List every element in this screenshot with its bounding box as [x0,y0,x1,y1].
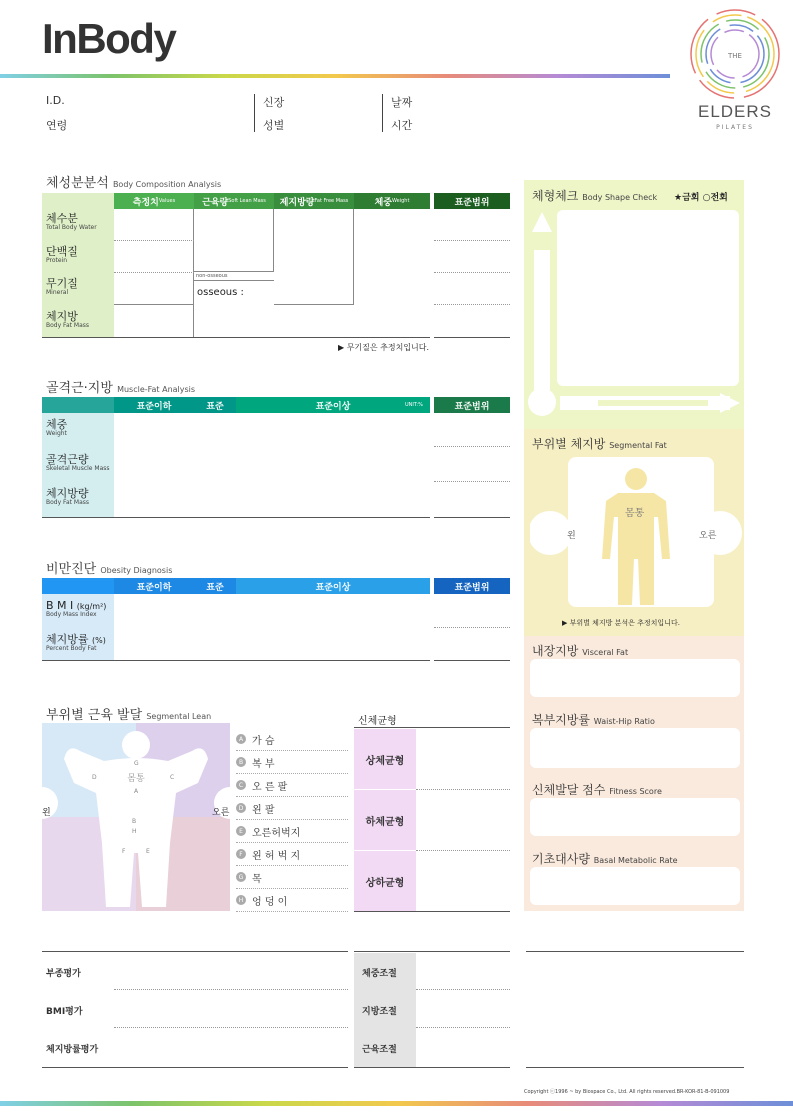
ffm-cell [274,209,354,305]
mfa-below: 표준이하 [114,397,194,413]
seg-item-f: F 왼 허 벅 지 [236,843,348,866]
obe-range: 표준범위 [434,578,510,594]
segfat-right: 오른 [699,531,717,541]
dotline [434,446,510,447]
svg-text:C: C [170,774,175,781]
eval-mc: 근육조절 [362,1045,397,1055]
segfat-note: ▶ 부위별 체지방 분석은 추정치입니다. [562,619,680,627]
line [526,951,744,952]
dotline [416,789,510,790]
obe-below: 표준이하 [114,578,194,594]
mfa-title: 골격근·지방 Muscle-Fat Analysis [46,381,196,396]
col-weight: 체중 Weight [354,193,430,209]
line [526,1067,744,1068]
copyright: Copyright ⓒ1996 ~ by Biospace Co., Ltd. All rights reserved.BR-KOR-81-B-091009 [524,1089,730,1095]
age-label: 연령 [46,119,68,132]
rainbow-bar [0,74,670,78]
whr-box [530,728,740,768]
seg-title: 부위별 근육 발달 Segmental Lean [46,708,212,723]
visceral-box [530,659,740,697]
seg-item-g: G 목 [236,866,348,889]
values-cell [114,209,194,337]
row-protein: 단백질 Protein [46,245,78,265]
shape-legend: ★금회 ○전회 [674,193,728,203]
segfat-trunk: 몸통 [625,508,645,519]
balance-lower: 하체균형 [354,790,416,850]
id-label: I.D. [46,94,65,107]
elders-sub: PILATES [716,124,754,131]
seg-left: 왼 [42,808,51,818]
line [42,660,430,661]
line [114,304,194,305]
mfa-std: 표준 [194,397,236,413]
dotline [434,627,510,628]
seg-item-d: D 왼 팔 [236,797,348,820]
svg-text:H: H [132,828,137,835]
mfa-range: 표준범위 [434,397,510,413]
row-smm: 골격근량 Skeletal Muscle Mass [46,453,110,473]
line [434,660,510,661]
dotline [114,1027,348,1028]
svg-text:F: F [122,848,126,855]
row-bfm2: 체지방량 Body Fat Mass [46,487,89,507]
line [42,517,430,518]
balance-title: 신체균형 [358,716,397,727]
bca-note: ▶ 무기질은 추정치입니다. [338,343,430,352]
dotline [114,240,194,241]
col-range: 표준범위 [434,193,510,209]
fitness-box [530,798,740,836]
balance-upper: 상체균형 [354,729,416,789]
dotline [434,304,510,305]
line [354,1067,510,1068]
eval-bmi: BMI평가 [46,1007,83,1017]
obe-title: 비만진단 Obesity Diagnosis [46,562,173,577]
dotline [416,989,510,990]
row-pbf: 체지방률 (%) Percent Body Fat [46,633,106,653]
svg-text:A: A [134,788,139,795]
time-label: 시간 [391,119,413,132]
line [434,337,510,338]
slm-cell [194,209,274,272]
seg-right: 오른 [212,808,230,818]
segmental-lean-figure [42,723,230,911]
seg-trunk: 몸통 [127,774,145,784]
visceral-title: 내장지방 Visceral Fat [532,644,629,658]
height-label: 신장 [263,96,285,109]
elders-logo-rings [680,6,790,101]
balance-ul: 상하균형 [354,851,416,911]
dotline [434,481,510,482]
bca-title: 체성분분석 Body Composition Analysis [46,176,222,191]
svg-text:G: G [134,760,139,767]
svg-text:E: E [146,848,150,855]
line [42,337,430,338]
seg-item-c: C 오 른 팔 [236,774,348,797]
dotline [416,1027,510,1028]
fitness-title: 신체발달 점수 Fitness Score [532,783,662,797]
col-values: 측정치 Values [114,193,194,209]
elders-name: ELDERS [697,102,773,121]
inbody-logo: InBody [42,15,176,62]
dotline [114,272,194,273]
non-osseous-label: non-osseous [196,273,228,279]
line [42,951,348,952]
eval-wc: 체중조절 [362,969,397,979]
row-mineral: 무기질 Mineral [46,277,78,297]
svg-text:D: D [92,774,97,781]
seg-item-a: A 가 슴 [236,728,348,751]
shape-title: 체형체크 Body Shape Check [532,189,658,203]
row-bmi: B M I (kg/m²) Body Mass Index [46,599,107,619]
line [354,727,510,728]
seg-item-h: H 엉 덩 이 [236,889,348,912]
obe-std: 표준 [194,578,236,594]
col-ffm: 제지방량 Fat Free Mass [274,193,354,209]
divider [382,94,383,132]
seg-item-b: B 복 부 [236,751,348,774]
line [354,911,510,912]
shape-axes [528,210,742,422]
row-bfm: 체지방 Body Fat Mass [46,310,89,330]
mfa-above: 표준이상 [236,397,430,413]
segfat-title: 부위별 체지방 Segmental Fat [532,437,667,451]
eval-fc: 지방조절 [362,1007,397,1017]
seg-item-e: E 오른허벅지 [236,820,348,843]
divider [254,94,255,132]
osseous-label: osseous : [197,287,244,298]
seg-items [236,728,348,912]
elders-the: THE [728,52,742,60]
svg-text:B: B [132,818,137,825]
segfat-left: 왼 [567,531,576,541]
eval-edema: 부종평가 [46,969,81,979]
mfa-unit: UNIT:% [405,402,423,408]
line [434,517,510,518]
bmr-title: 기초대사량 Basal Metabolic Rate [532,852,678,866]
dotline [416,850,510,851]
line [354,951,510,952]
rainbow-bar-bottom [0,1101,793,1106]
date-label: 날짜 [391,96,413,109]
dotline [434,240,510,241]
line [42,1067,348,1068]
row-tbw: 체수분 Total Body Water [46,212,97,232]
row-weight: 체중 Weight [46,418,68,438]
sex-label: 성별 [263,119,285,132]
dotline [114,989,348,990]
col-slm: 근육량 Soft Lean Mass [194,193,274,209]
eval-pbf: 체지방률평가 [46,1045,99,1055]
obe-above: 표준이상 [236,578,430,594]
bmr-box [530,867,740,905]
whr-title: 복부지방률 Waist-Hip Ratio [532,713,655,727]
line [194,280,274,281]
dotline [434,272,510,273]
